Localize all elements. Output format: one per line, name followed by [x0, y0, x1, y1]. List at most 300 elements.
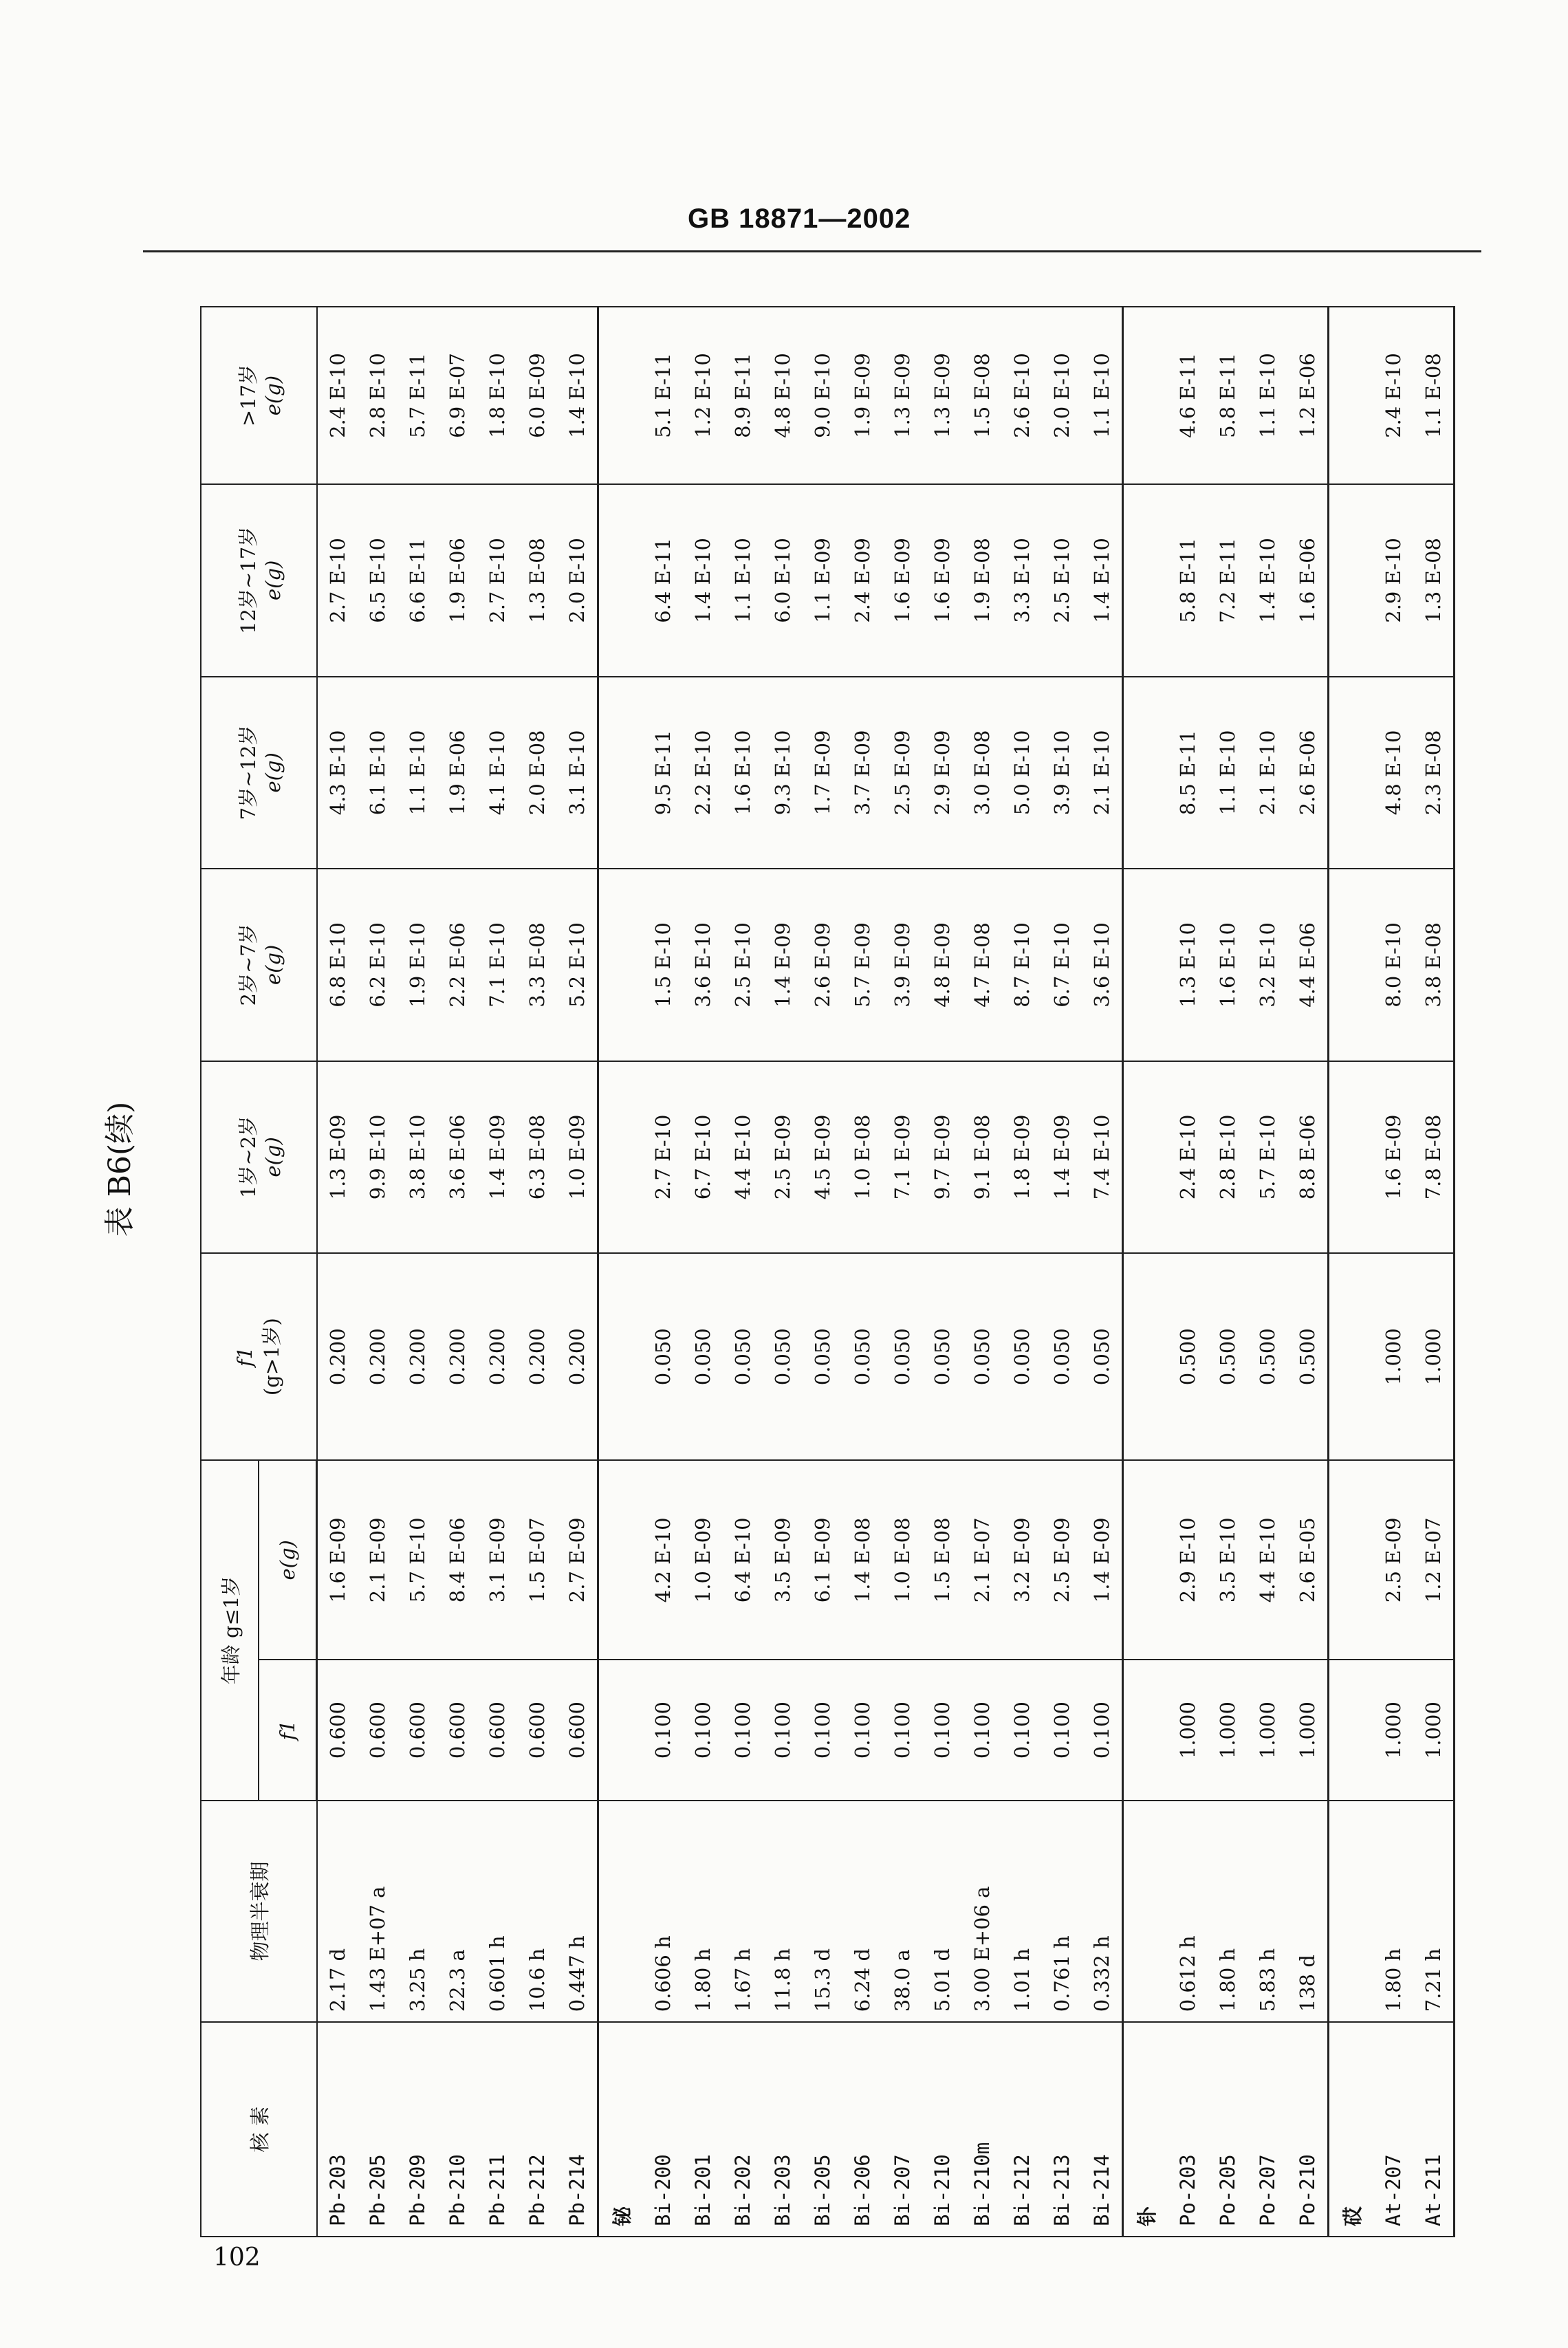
col-age-1-2-header	[201, 1061, 317, 1254]
table-row	[882, 307, 922, 2237]
value-cell: 0.200	[398, 1253, 437, 1460]
value-cell: 2.6 E-10	[1002, 307, 1042, 484]
value-cell: 1.9 E-10	[398, 869, 437, 1061]
col-age-7-12-header	[201, 677, 317, 869]
table-row	[1208, 307, 1248, 2237]
value-cell: 2.2 E-10	[683, 677, 723, 869]
value-cell: 2.0 E-08	[517, 677, 557, 869]
halflife-cell: 7.21 h	[1413, 1801, 1455, 2023]
value-cell: 1.3 E-09	[922, 307, 962, 484]
value-cell: 1.6 E-09	[882, 484, 922, 677]
value-cell: 1.5 E-07	[517, 1460, 557, 1660]
empty-cell	[598, 869, 644, 1061]
value-cell: 0.050	[763, 1253, 803, 1460]
value-cell: 0.200	[317, 1253, 358, 1460]
value-cell: 1.1 E-08	[1413, 307, 1455, 484]
value-cell: 1.000	[1413, 1253, 1455, 1460]
table-row	[803, 307, 842, 2237]
value-cell: 1.1 E-10	[1248, 307, 1287, 484]
table-row	[1287, 307, 1329, 2237]
col-nuclide-header: 核 素	[201, 2022, 317, 2237]
value-cell: 1.4 E-10	[1082, 484, 1123, 677]
empty-cell	[598, 1253, 644, 1460]
value-cell: 0.050	[803, 1253, 842, 1460]
value-cell: 5.1 E-11	[643, 307, 683, 484]
value-cell: 3.6 E-10	[683, 869, 723, 1061]
age-1-2-label: 1岁~2岁	[236, 1116, 260, 1198]
element-name: 铋	[598, 2022, 644, 2237]
value-cell: 1.3 E-08	[1413, 484, 1455, 677]
page-number: 102	[213, 2243, 261, 2272]
value-cell: 8.8 E-06	[1287, 1061, 1329, 1254]
value-cell: 5.7 E-11	[398, 307, 437, 484]
empty-cell	[598, 1460, 644, 1660]
nuclide-cell: Bi-203	[763, 2022, 803, 2237]
value-cell: 0.100	[882, 1660, 922, 1800]
value-cell: 1.5 E-08	[922, 1460, 962, 1660]
value-cell: 1.000	[1413, 1660, 1455, 1800]
value-cell: 1.3 E-08	[517, 484, 557, 677]
empty-cell	[1329, 1253, 1374, 1460]
value-cell: 4.4 E-06	[1287, 869, 1329, 1061]
value-cell: 2.3 E-08	[1413, 677, 1455, 869]
value-cell: 0.050	[643, 1253, 683, 1460]
empty-cell	[1329, 677, 1374, 869]
value-cell: 3.1 E-09	[477, 1460, 517, 1660]
value-cell: 6.5 E-10	[358, 484, 398, 677]
value-cell: 4.7 E-08	[962, 869, 1002, 1061]
value-cell: 3.9 E-10	[1042, 677, 1082, 869]
table-row	[1373, 307, 1413, 2237]
value-cell: 0.500	[1208, 1253, 1248, 1460]
value-cell: 0.100	[803, 1660, 842, 1800]
value-cell: 0.100	[842, 1660, 882, 1800]
rotated-table-wrapper	[200, 306, 1445, 2237]
empty-cell	[1329, 869, 1374, 1061]
value-cell: 3.5 E-10	[1208, 1460, 1248, 1660]
value-cell: 1.0 E-08	[882, 1460, 922, 1660]
table-row	[1002, 307, 1042, 2237]
empty-cell	[1123, 1460, 1168, 1660]
empty-cell	[1123, 1801, 1168, 2023]
value-cell: 9.9 E-10	[358, 1061, 398, 1254]
empty-cell	[1123, 1061, 1168, 1254]
value-cell: 4.8 E-10	[763, 307, 803, 484]
value-cell: 1.7 E-09	[803, 677, 842, 869]
value-cell: 8.5 E-11	[1168, 677, 1208, 869]
value-cell: 2.1 E-10	[1248, 677, 1287, 869]
value-cell: 0.050	[1042, 1253, 1082, 1460]
nuclide-cell: Bi-213	[1042, 2022, 1082, 2237]
value-cell: 6.2 E-10	[358, 869, 398, 1061]
halflife-cell: 0.332 h	[1082, 1801, 1123, 2023]
nuclide-cell: Pb-209	[398, 2022, 437, 2237]
value-cell: 9.1 E-08	[962, 1061, 1002, 1254]
value-cell: 2.4 E-10	[317, 307, 358, 484]
nuclide-cell: At-207	[1373, 2022, 1413, 2237]
value-cell: 7.4 E-10	[1082, 1061, 1123, 1254]
value-cell: 0.050	[683, 1253, 723, 1460]
value-cell: 2.8 E-10	[358, 307, 398, 484]
value-cell: 0.050	[882, 1253, 922, 1460]
halflife-cell: 0.761 h	[1042, 1801, 1082, 2023]
halflife-cell: 0.612 h	[1168, 1801, 1208, 2023]
table-row	[517, 307, 557, 2237]
empty-cell	[1329, 484, 1374, 677]
table-row	[1413, 307, 1455, 2237]
value-cell: 9.5 E-11	[643, 677, 683, 869]
table-body	[317, 307, 1455, 2237]
value-cell: 0.200	[358, 1253, 398, 1460]
value-cell: 9.0 E-10	[803, 307, 842, 484]
value-cell: 1.000	[1208, 1660, 1248, 1800]
value-cell: 5.8 E-11	[1208, 307, 1248, 484]
value-cell: 0.100	[1002, 1660, 1042, 1800]
f1-older-condition: (g>1岁)	[259, 1318, 283, 1396]
value-cell: 2.7 E-09	[557, 1460, 598, 1660]
value-cell: 7.8 E-08	[1413, 1061, 1455, 1254]
dose-coefficient-table	[200, 306, 1455, 2237]
empty-cell	[598, 484, 644, 677]
col-f1-older-header	[201, 1253, 317, 1460]
table-row	[922, 307, 962, 2237]
table-row	[398, 307, 437, 2237]
halflife-cell: 2.17 d	[317, 1801, 358, 2023]
nuclide-cell: Bi-207	[882, 2022, 922, 2237]
empty-cell	[1329, 1801, 1374, 2023]
value-cell: 1.4 E-10	[683, 484, 723, 677]
value-cell: 7.1 E-09	[882, 1061, 922, 1254]
empty-cell	[598, 677, 644, 869]
value-cell: 3.5 E-09	[763, 1460, 803, 1660]
nuclide-cell: Po-207	[1248, 2022, 1287, 2237]
halflife-cell: 5.01 d	[922, 1801, 962, 2023]
value-cell: 6.7 E-10	[1042, 869, 1082, 1061]
value-cell: 8.4 E-06	[437, 1460, 477, 1660]
value-cell: 3.7 E-09	[842, 677, 882, 869]
empty-cell	[598, 1061, 644, 1254]
value-cell: 4.4 E-10	[1248, 1460, 1287, 1660]
nuclide-cell: Po-205	[1208, 2022, 1248, 2237]
value-cell: 0.600	[557, 1660, 598, 1800]
table-row	[557, 307, 598, 2237]
halflife-cell: 1.80 h	[683, 1801, 723, 2023]
value-cell: 2.7 E-10	[643, 1061, 683, 1254]
value-cell: 1.9 E-06	[437, 484, 477, 677]
value-cell: 1.9 E-06	[437, 677, 477, 869]
value-cell: 1.2 E-10	[683, 307, 723, 484]
value-cell: 5.0 E-10	[1002, 677, 1042, 869]
age-over-17-eg: e(g)	[261, 375, 285, 416]
halflife-cell: 3.00 E+06 a	[962, 1801, 1002, 2023]
table-row	[962, 307, 1002, 2237]
value-cell: 2.4 E-10	[1168, 1061, 1208, 1254]
value-cell: 1.1 E-10	[398, 677, 437, 869]
value-cell: 3.0 E-08	[962, 677, 1002, 869]
element-name: 砹	[1329, 2022, 1374, 2237]
value-cell: 1.6 E-10	[1208, 869, 1248, 1061]
halflife-cell: 38.0 a	[882, 1801, 922, 2023]
value-cell: 0.100	[1082, 1660, 1123, 1800]
value-cell: 6.4 E-11	[643, 484, 683, 677]
value-cell: 1.4 E-10	[1248, 484, 1287, 677]
value-cell: 3.6 E-06	[437, 1061, 477, 1254]
standard-header: GB 18871—2002	[688, 204, 911, 234]
empty-cell	[1329, 1460, 1374, 1660]
nuclide-cell: Bi-201	[683, 2022, 723, 2237]
halflife-cell: 5.83 h	[1248, 1801, 1287, 2023]
value-cell: 2.0 E-10	[557, 484, 598, 677]
value-cell: 2.4 E-10	[1373, 307, 1413, 484]
nuclide-cell: Po-203	[1168, 2022, 1208, 2237]
table-row	[842, 307, 882, 2237]
value-cell: 6.1 E-10	[358, 677, 398, 869]
col-halflife-header: 物理半衰期	[201, 1801, 317, 2023]
element-group-row	[1329, 307, 1374, 2237]
value-cell: 1.2 E-06	[1287, 307, 1329, 484]
value-cell: 1.000	[1248, 1660, 1287, 1800]
value-cell: 5.7 E-10	[1248, 1061, 1287, 1254]
value-cell: 1.6 E-06	[1287, 484, 1329, 677]
value-cell: 0.200	[517, 1253, 557, 1460]
halflife-cell: 6.24 d	[842, 1801, 882, 2023]
value-cell: 1.0 E-09	[683, 1460, 723, 1660]
table-row	[763, 307, 803, 2237]
nuclide-cell: Bi-206	[842, 2022, 882, 2237]
halflife-cell: 1.67 h	[723, 1801, 763, 2023]
value-cell: 3.9 E-09	[882, 869, 922, 1061]
value-cell: 9.7 E-09	[922, 1061, 962, 1254]
halflife-cell: 3.25 h	[398, 1801, 437, 2023]
halflife-cell: 22.3 a	[437, 1801, 477, 2023]
nuclide-cell: Pb-211	[477, 2022, 517, 2237]
value-cell: 1.4 E-10	[557, 307, 598, 484]
age-7-12-eg: e(g)	[261, 752, 285, 793]
nuclide-cell: Pb-212	[517, 2022, 557, 2237]
table-caption: 表 B6(续)	[102, 1101, 138, 1237]
value-cell: 0.050	[1082, 1253, 1123, 1460]
empty-cell	[1329, 1061, 1374, 1254]
value-cell: 0.100	[643, 1660, 683, 1800]
table-row	[358, 307, 398, 2237]
value-cell: 1.1 E-10	[723, 484, 763, 677]
age-2-7-eg: e(g)	[261, 944, 285, 986]
value-cell: 8.9 E-11	[723, 307, 763, 484]
value-cell: 4.8 E-09	[922, 869, 962, 1061]
nuclide-cell: Bi-202	[723, 2022, 763, 2237]
value-cell: 2.8 E-10	[1208, 1061, 1248, 1254]
value-cell: 2.7 E-10	[477, 484, 517, 677]
value-cell: 5.8 E-11	[1168, 484, 1208, 677]
value-cell: 6.3 E-08	[517, 1061, 557, 1254]
value-cell: 1.9 E-09	[842, 307, 882, 484]
element-group-row	[598, 307, 644, 2237]
nuclide-cell: Pb-210	[437, 2022, 477, 2237]
value-cell: 2.9 E-10	[1373, 484, 1413, 677]
value-cell: 1.9 E-08	[962, 484, 1002, 677]
value-cell: 0.200	[477, 1253, 517, 1460]
f1-older-symbol: f1	[232, 1347, 257, 1367]
value-cell: 2.7 E-10	[317, 484, 358, 677]
empty-cell	[1123, 1253, 1168, 1460]
value-cell: 6.8 E-10	[317, 869, 358, 1061]
element-group-row	[1123, 307, 1168, 2237]
value-cell: 5.7 E-09	[842, 869, 882, 1061]
value-cell: 1.0 E-09	[557, 1061, 598, 1254]
value-cell: 1.1 E-09	[803, 484, 842, 677]
halflife-cell: 1.80 h	[1208, 1801, 1248, 2023]
value-cell: 2.5 E-09	[1042, 1460, 1082, 1660]
col-infant-group-header: 年龄 g≤1岁	[201, 1460, 259, 1801]
value-cell: 1.000	[1373, 1660, 1413, 1800]
nuclide-cell: Bi-210m	[962, 2022, 1002, 2237]
halflife-cell: 0.447 h	[557, 1801, 598, 2023]
value-cell: 2.6 E-09	[803, 869, 842, 1061]
value-cell: 0.600	[437, 1660, 477, 1800]
empty-cell	[1123, 1660, 1168, 1800]
value-cell: 4.8 E-10	[1373, 677, 1413, 869]
table-row	[437, 307, 477, 2237]
value-cell: 0.600	[358, 1660, 398, 1800]
value-cell: 1.1 E-10	[1208, 677, 1248, 869]
table-row	[723, 307, 763, 2237]
value-cell: 3.2 E-09	[1002, 1460, 1042, 1660]
value-cell: 2.9 E-09	[922, 677, 962, 869]
value-cell: 1.4 E-09	[1042, 1061, 1082, 1254]
halflife-cell: 10.6 h	[517, 1801, 557, 2023]
value-cell: 1.6 E-10	[723, 677, 763, 869]
empty-cell	[1329, 1660, 1374, 1800]
value-cell: 0.050	[962, 1253, 1002, 1460]
nuclide-cell: Bi-212	[1002, 2022, 1042, 2237]
halflife-cell: 15.3 d	[803, 1801, 842, 2023]
value-cell: 0.050	[1002, 1253, 1042, 1460]
value-cell: 5.2 E-10	[557, 869, 598, 1061]
value-cell: 2.5 E-09	[1373, 1460, 1413, 1660]
value-cell: 1.8 E-10	[477, 307, 517, 484]
nuclide-cell: Pb-205	[358, 2022, 398, 2237]
nuclide-cell: Bi-200	[643, 2022, 683, 2237]
value-cell: 0.050	[723, 1253, 763, 1460]
value-cell: 6.0 E-10	[763, 484, 803, 677]
value-cell: 1.4 E-09	[763, 869, 803, 1061]
value-cell: 4.3 E-10	[317, 677, 358, 869]
empty-cell	[1123, 484, 1168, 677]
nuclide-cell: At-211	[1413, 2022, 1455, 2237]
table-row	[1248, 307, 1287, 2237]
value-cell: 6.4 E-10	[723, 1460, 763, 1660]
value-cell: 0.600	[477, 1660, 517, 1800]
table-row	[683, 307, 723, 2237]
table-row	[643, 307, 683, 2237]
value-cell: 3.3 E-08	[517, 869, 557, 1061]
value-cell: 1.4 E-09	[1082, 1460, 1123, 1660]
value-cell: 0.100	[962, 1660, 1002, 1800]
value-cell: 4.2 E-10	[643, 1460, 683, 1660]
value-cell: 6.6 E-11	[398, 484, 437, 677]
value-cell: 4.6 E-11	[1168, 307, 1208, 484]
nuclide-cell: Bi-214	[1082, 2022, 1123, 2237]
value-cell: 0.050	[842, 1253, 882, 1460]
value-cell: 4.1 E-10	[477, 677, 517, 869]
age-7-12-label: 7岁~12岁	[236, 725, 260, 820]
value-cell: 2.1 E-10	[1082, 677, 1123, 869]
value-cell: 0.050	[922, 1253, 962, 1460]
value-cell: 2.5 E-10	[1042, 484, 1082, 677]
value-cell: 0.500	[1248, 1253, 1287, 1460]
col-infant-eg-header: e(g)	[259, 1460, 317, 1660]
nuclide-cell: Pb-214	[557, 2022, 598, 2237]
value-cell: 2.1 E-09	[358, 1460, 398, 1660]
empty-cell	[1123, 869, 1168, 1061]
value-cell: 0.100	[1042, 1660, 1082, 1800]
value-cell: 3.2 E-10	[1248, 869, 1287, 1061]
halflife-cell: 1.80 h	[1373, 1801, 1413, 2023]
value-cell: 1.6 E-09	[922, 484, 962, 677]
value-cell: 1.4 E-08	[842, 1460, 882, 1660]
value-cell: 1.6 E-09	[1373, 1061, 1413, 1254]
age-2-7-label: 2岁~7岁	[236, 924, 260, 1006]
value-cell: 0.500	[1168, 1253, 1208, 1460]
nuclide-cell: Bi-210	[922, 2022, 962, 2237]
value-cell: 2.2 E-06	[437, 869, 477, 1061]
age-1-2-eg: e(g)	[261, 1137, 285, 1177]
value-cell: 0.100	[763, 1660, 803, 1800]
nuclide-cell: Pb-203	[317, 2022, 358, 2237]
value-cell: 0.500	[1287, 1253, 1329, 1460]
value-cell: 2.5 E-09	[882, 677, 922, 869]
age-12-17-eg: e(g)	[261, 560, 285, 601]
value-cell: 2.6 E-06	[1287, 677, 1329, 869]
value-cell: 7.2 E-11	[1208, 484, 1248, 677]
table-row	[317, 307, 358, 2237]
value-cell: 6.1 E-09	[803, 1460, 842, 1660]
empty-cell	[1123, 677, 1168, 869]
empty-cell	[1123, 307, 1168, 484]
value-cell: 8.0 E-10	[1373, 869, 1413, 1061]
value-cell: 1.5 E-10	[643, 869, 683, 1061]
value-cell: 0.200	[437, 1253, 477, 1460]
table-row	[477, 307, 517, 2237]
value-cell: 1.5 E-08	[962, 307, 1002, 484]
value-cell: 1.000	[1168, 1660, 1208, 1800]
value-cell: 6.9 E-07	[437, 307, 477, 484]
value-cell: 1.1 E-10	[1082, 307, 1123, 484]
empty-cell	[1329, 307, 1374, 484]
value-cell: 1.6 E-09	[317, 1460, 358, 1660]
value-cell: 0.200	[557, 1253, 598, 1460]
value-cell: 1.8 E-09	[1002, 1061, 1042, 1254]
value-cell: 9.3 E-10	[763, 677, 803, 869]
value-cell: 0.600	[398, 1660, 437, 1800]
value-cell: 1.3 E-10	[1168, 869, 1208, 1061]
table-row	[1042, 307, 1082, 2237]
halflife-cell: 0.601 h	[477, 1801, 517, 2023]
value-cell: 0.100	[683, 1660, 723, 1800]
value-cell: 3.8 E-10	[398, 1061, 437, 1254]
table-head	[201, 307, 317, 2237]
value-cell: 4.4 E-10	[723, 1061, 763, 1254]
table-row	[1082, 307, 1123, 2237]
value-cell: 2.5 E-10	[723, 869, 763, 1061]
value-cell: 1.2 E-07	[1413, 1460, 1455, 1660]
value-cell: 3.8 E-08	[1413, 869, 1455, 1061]
empty-cell	[598, 1801, 644, 2023]
empty-cell	[598, 307, 644, 484]
nuclide-cell: Bi-205	[803, 2022, 842, 2237]
table-row	[1168, 307, 1208, 2237]
value-cell: 0.100	[723, 1660, 763, 1800]
